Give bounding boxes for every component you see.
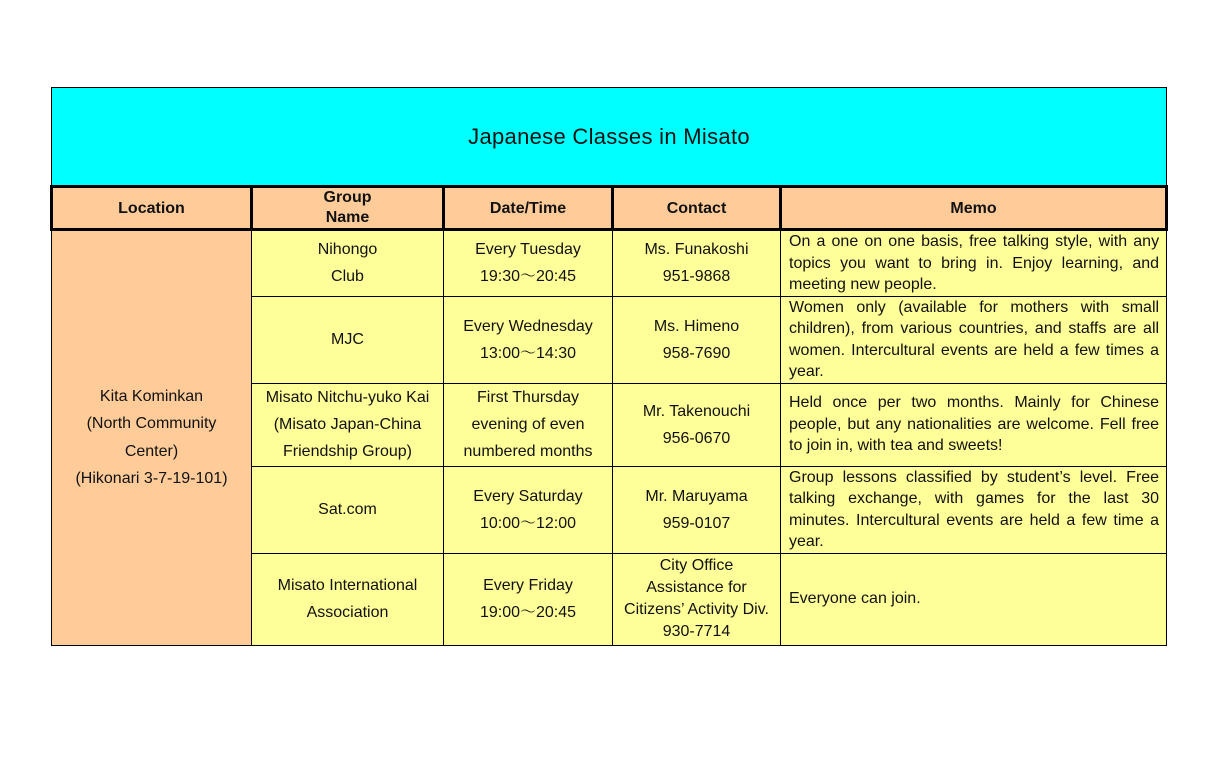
location-line: Center) — [124, 442, 179, 460]
group-name-line: Misato International — [277, 577, 418, 594]
contact-line: Ms. Funakoshi — [644, 241, 749, 259]
group-name-line: Nihongo — [317, 241, 378, 259]
contact-line: City Office — [659, 557, 734, 574]
contact-line: 956-0670 — [662, 429, 731, 447]
header-group-name — [252, 187, 444, 230]
location-line: Kita Kominkan — [99, 387, 204, 405]
contact-line: Mr. Takenouchi — [642, 402, 751, 420]
datetime-line: 19:00～20:45 — [479, 604, 577, 621]
datetime-line: numbered months — [463, 443, 593, 460]
contact-cell — [613, 466, 781, 553]
contact-line: Mr. Maruyama — [645, 487, 748, 505]
group-name-line: MJC — [331, 331, 364, 348]
datetime-cell — [444, 383, 613, 466]
datetime-line: Every Wednesday — [463, 317, 593, 335]
header-group-line1: Group — [323, 189, 372, 206]
group-name-line: Misato Nitchu-yuko Kai — [265, 389, 430, 406]
datetime-line: Every Tuesday — [475, 241, 581, 259]
header-datetime: Date/Time — [444, 187, 613, 230]
contact-cell — [613, 296, 781, 383]
group-name-cell — [252, 296, 444, 383]
group-name-line: Friendship Group) — [283, 443, 412, 460]
contact-cell — [613, 230, 781, 297]
datetime-line: Every Friday — [483, 577, 573, 594]
memo-cell: Held once per two months. Mainly for Chinese people, but any nationalities are welcome. Fell free to join in, with tea and sweets! — [781, 383, 1167, 466]
datetime-line: 13:00～14:30 — [479, 344, 577, 362]
datetime-line: First Thursday — [477, 389, 579, 406]
group-name-line: Association — [306, 604, 389, 621]
memo-cell: Women only (available for mothers with small children), from various countries, and staffs are all women. Intercultural events are held a few times a year. — [781, 296, 1167, 383]
datetime-cell — [444, 230, 613, 297]
contact-line: Citizens’ Activity Div. — [624, 601, 769, 618]
classes-table — [50, 87, 1168, 646]
contact-cell — [613, 553, 781, 645]
group-name-cell — [252, 230, 444, 297]
datetime-line: 10:00～12:00 — [479, 514, 577, 532]
memo-cell: Everyone can join. — [781, 553, 1167, 645]
memo-cell: On a one on one basis, free talking style, with any topics you want to bring in. Enjoy learning, and meeting new people. — [781, 230, 1167, 297]
table-row — [52, 230, 1167, 297]
header-row — [52, 187, 1167, 230]
group-name-cell — [252, 383, 444, 466]
datetime-cell — [444, 553, 613, 645]
page-title: Japanese Classes in Misato — [52, 88, 1167, 187]
classes-table-wrapper — [50, 87, 1165, 646]
memo-cell: Group lessons classified by student’s level. Free talking exchange, with games for the last 30 minutes. Intercultural events are held a few time a year. — [781, 466, 1167, 553]
header-location: Location — [52, 187, 252, 230]
datetime-cell — [444, 466, 613, 553]
group-name-line: Sat.com — [318, 501, 377, 518]
header-group-line2: Name — [325, 209, 370, 226]
contact-line: Ms. Himeno — [653, 317, 740, 335]
contact-line: 959-0107 — [662, 514, 731, 532]
location-line: (North Community — [86, 415, 217, 433]
datetime-line: evening of even — [471, 416, 585, 433]
datetime-cell — [444, 296, 613, 383]
datetime-line: 19:30～20:45 — [479, 268, 577, 286]
location-cell — [52, 230, 252, 646]
header-contact: Contact — [613, 187, 781, 230]
contact-line: 951-9868 — [662, 268, 731, 286]
contact-cell — [613, 383, 781, 466]
datetime-line: Every Saturday — [473, 487, 583, 505]
location-line: (Hikonari 3-7-19-101) — [75, 470, 228, 488]
group-name-line: (Misato Japan-China — [273, 416, 422, 433]
group-name-cell — [252, 466, 444, 553]
contact-line: Assistance for — [646, 579, 747, 596]
group-name-cell — [252, 553, 444, 645]
group-name-line: Club — [331, 268, 364, 286]
contact-line: 930-7714 — [662, 623, 731, 640]
header-memo: Memo — [781, 187, 1167, 230]
contact-line: 958-7690 — [662, 344, 731, 362]
